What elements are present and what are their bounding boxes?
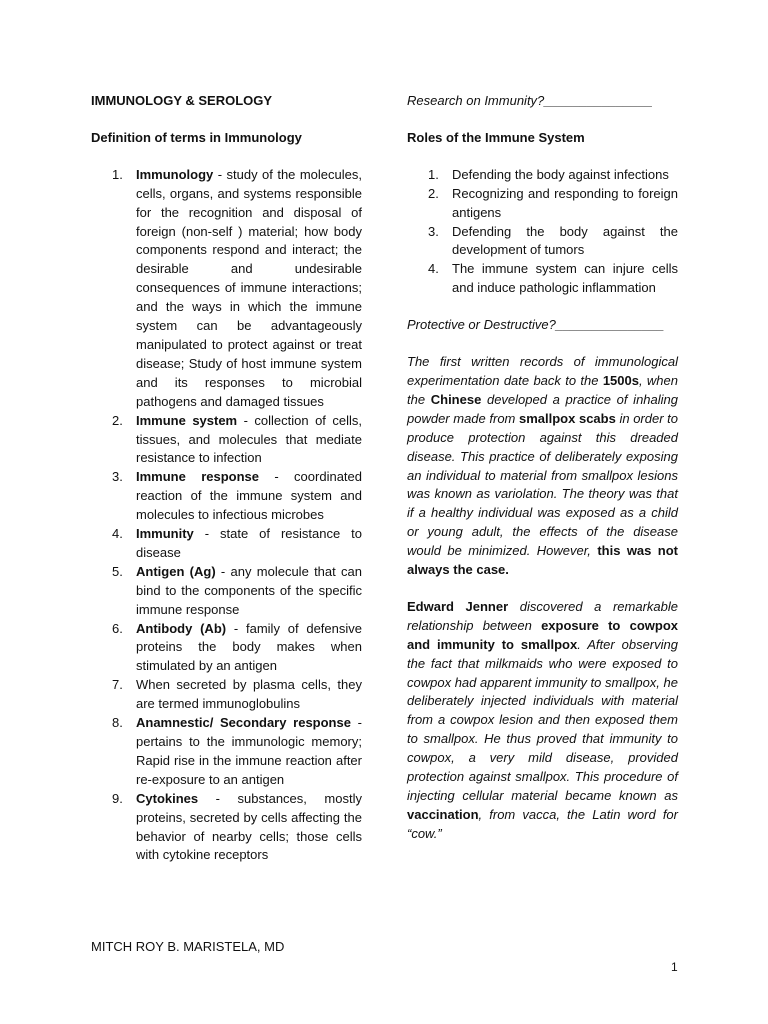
item-number: 7. [112, 677, 123, 693]
term: Cytokines [136, 790, 199, 806]
role-text: Defending the body against the development of tumors [452, 223, 678, 258]
paragraph-text: , from vacca, the Latin word for “cow.” [407, 806, 678, 841]
emphasis-text: exposure to cowpox and immunity to smallpox [407, 617, 678, 652]
definition-item [91, 468, 362, 525]
term-definition: - any molecule that can bind to the components of the specific immune response [136, 563, 362, 617]
item-number: 4. [428, 261, 439, 277]
roles-heading: Roles of the Immune System [407, 129, 585, 145]
term-definition: - state of resistance to disease [136, 526, 362, 560]
item-number: 6. [112, 620, 123, 636]
protective-prompt: Protective or Destructive?_______________ [407, 317, 665, 333]
term: Immune system [136, 412, 238, 428]
definition-item [91, 790, 362, 866]
role-text: Defending the body against infections [452, 166, 669, 182]
definition-item [91, 166, 362, 412]
term-definition: When secreted by plasma cells, they are termed immunoglobulins [136, 677, 362, 712]
role-text: The immune system can injure cells and induce pathologic inflammation [452, 261, 678, 296]
emphasis-text: Chinese [430, 391, 482, 407]
item-number: 4. [112, 526, 123, 542]
emphasis-text: vaccination [407, 806, 479, 822]
research-prompt: Research on Immunity?_______________ [407, 93, 653, 108]
paragraph-text: in order to produce protection against this dreaded disease. This practice of deliberately exposing an individual to material from smallpox lesions was known as variolation. The theory was that if a healthy individual was exposed as a child or young adult, the effects of the disease would be minimized. However, [407, 410, 678, 559]
term: Antibody (Ab) [136, 620, 227, 636]
term-definition: - collection of cells, tissues, and molecules that mediate resistance to infection [136, 412, 362, 466]
paragraph-text: The first written records of immunological experimentation date back to the [407, 354, 678, 388]
term: Anamnestic/ Secondary response [136, 715, 351, 731]
term: Immune response [136, 469, 260, 485]
emphasis-text: 1500s [602, 372, 639, 388]
term-definition: - family of defensive proteins the body makes when stimulated by an antigen [136, 620, 362, 674]
page-number: 1 [671, 960, 678, 974]
item-number: 3. [112, 469, 123, 485]
term: Immunity [136, 526, 194, 542]
document-title: IMMUNOLOGY & SEROLOGY [91, 93, 273, 108]
item-number: 1. [112, 166, 123, 182]
paragraph-text: discovered a remarkable relationship between [407, 598, 678, 633]
item-number: 5. [112, 563, 123, 579]
left-column [91, 92, 362, 865]
term-definition: - substances, mostly proteins, secreted by cells affecting the behavior of nearby cells; those cells with cytokine receptors [136, 790, 362, 863]
definitions-heading: Definition of terms in Immunology [91, 129, 302, 145]
definition-item [91, 412, 362, 469]
role-item [407, 223, 678, 261]
history-paragraph [407, 353, 678, 580]
term-definition: - study of the molecules, cells, organs, and systems responsible for the recognition and disposal of foreign (non-self ) material; how body components respond and interact; the desirable and undesirable consequences of immune interactions; and the ways in which the immune system can be advantageously manipulated to protect against or treat disease; Study of host immune system and its responses to microbial pathogens and damaged tissues [136, 166, 362, 409]
definition-item [91, 676, 362, 714]
role-text: Recognizing and responding to foreign antigens [452, 185, 678, 220]
definition-item [91, 620, 362, 677]
definitions-list [91, 166, 362, 866]
emphasis-text: Edward Jenner [407, 598, 509, 614]
item-number: 2. [112, 412, 123, 428]
item-number: 2. [428, 185, 439, 201]
footer-author: MITCH ROY B. MARISTELA, MD [91, 939, 285, 954]
term: Antigen (Ag) [136, 563, 216, 579]
item-number: 8. [112, 715, 123, 731]
right-column [407, 92, 678, 862]
definition-item [91, 714, 362, 790]
paragraph-text: . After observing the fact that milkmaids who were exposed to cowpox had apparent immunity to smallpox, he deliberately injected individuals with material from a cowpox lesion and then exposed them to smallpox. He thus proved that immunity to cowpox, a very mild disease, provided protection against smallpox. This procedure of injecting cellular material became known as [407, 636, 678, 803]
term: Immunology [136, 166, 214, 182]
jenner-paragraph [407, 598, 678, 844]
role-item [407, 166, 678, 185]
term-definition: - coordinated reaction of the immune system and molecules to infectious microbes [136, 469, 362, 523]
emphasis-text: this was not always the case. [407, 543, 678, 578]
role-item [407, 260, 678, 298]
paragraph-text: developed a practice of inhaling powder made from [407, 391, 678, 426]
roles-list [407, 166, 678, 298]
term-definition: - pertains to the immunologic memory; Rapid rise in the immune reaction after re-exposure to an antigen [136, 715, 362, 787]
role-item [407, 185, 678, 223]
item-number: 1. [428, 166, 439, 182]
paragraph-text: , when the [407, 372, 679, 407]
emphasis-text: smallpox scabs [519, 410, 616, 426]
item-number: 3. [428, 223, 439, 239]
definition-item [91, 525, 362, 563]
item-number: 9. [112, 790, 123, 806]
definition-item [91, 563, 362, 620]
